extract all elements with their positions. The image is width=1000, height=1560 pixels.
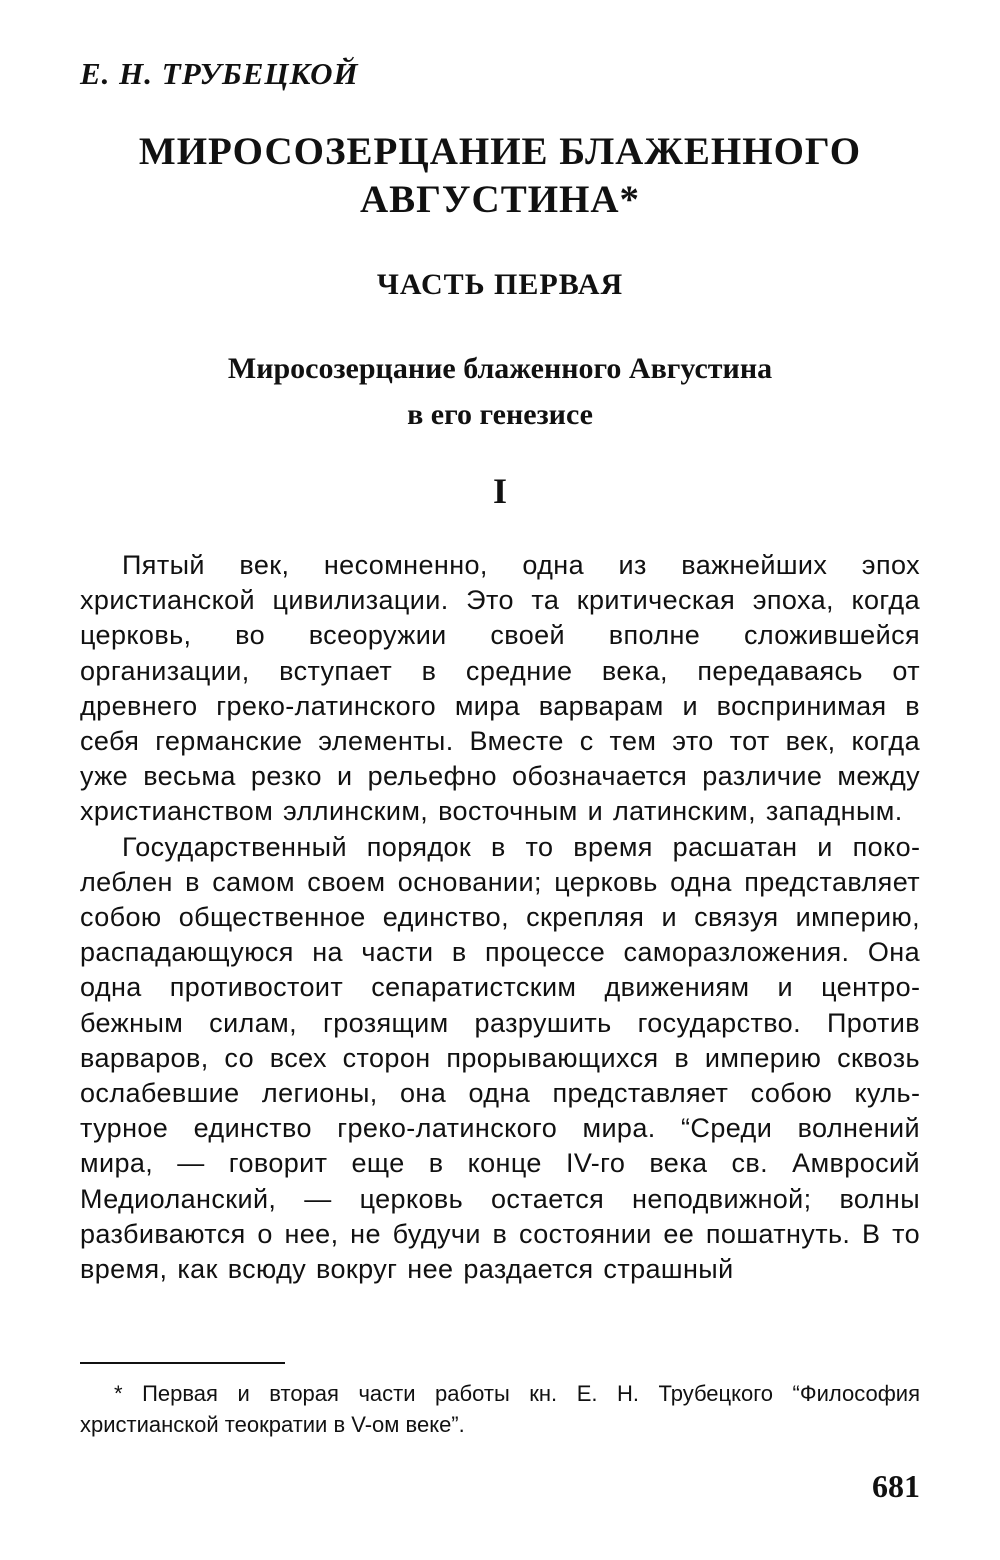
paragraph-1: Пятый век, несомненно, одна из важнейших эпох христианской цивилизации. Это та критическая эпоха, когда церковь, во всеоружии своей вполне сложившейся организации, вступает в средние века, передаваясь от древнего греко-латинского мира варварам и воспринимая в себя германские элементы. Вместе с тем это тот век, когда уже весьма резко и рельефно обозначается различие между христианством эллинским, восточным и латинским, западным.: [80, 550, 920, 827]
footnote: * Первая и вторая части работы кн. Е. Н. Трубецкого “Философия христианской теократии в V-ом веке”.: [80, 1381, 920, 1437]
article-title-line-1: МИРОСОЗЕРЦАНИЕ БЛАЖЕННОГО: [138, 130, 862, 173]
paragraph-2: Государственный порядок в то время расшатан и поколеблен в самом своем основании; церковь одна представляет собою общественное единство, скрепляя и связуя империю, распадающуюся на части в процессе саморазложения. Она одна противостоит сепаратистским движениям и центробежным силам, грозящим разрушить государство. Против варваров, со всех сторон прорывающихся в империю сквозь ослабевшие легионы, она одна представляет собою культурное единство греко-латинского мира. “Среди волнений мира, — говорит еще в конце IV-го века св. Амвросий Медиоланский, — церковь остается неподвижной; волны разбиваются о нее, не будучи в состоянии ее пошатнуть. В то время, как всюду вокруг нее раздается страшный: [80, 831, 920, 1285]
body-text: [80, 548, 920, 1287]
page-number: 681: [872, 1468, 920, 1504]
author-name: Е. Н. ТРУБЕЦКОЙ: [80, 56, 359, 91]
footnote-divider: [80, 1362, 285, 1364]
section-subtitle: [0, 346, 1000, 438]
chapter-number: I: [492, 471, 507, 511]
part-heading: ЧАСТЬ ПЕРВАЯ: [376, 268, 624, 301]
section-subtitle-line-1: Миросозерцание блаженного Августина: [227, 352, 773, 385]
article-title: [0, 128, 1000, 224]
section-subtitle-line-2: в его генезисе: [407, 398, 593, 431]
article-title-line-2: АВГУСТИНА*: [359, 178, 641, 221]
